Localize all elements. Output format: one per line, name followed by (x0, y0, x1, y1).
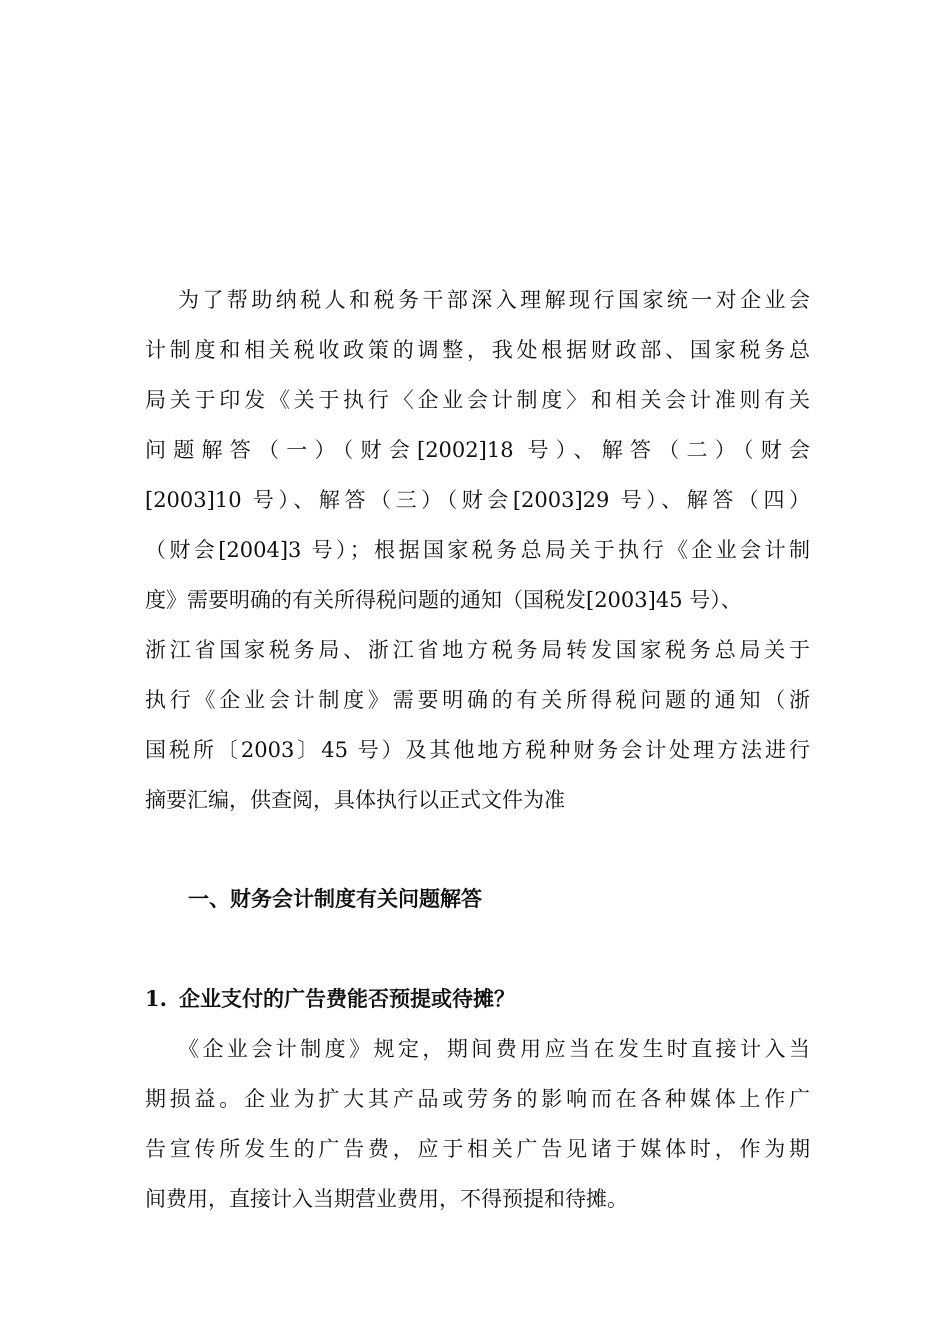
intro-line: （财会[2004]3 号）；根据国家税务总局关于执行《企业会计制 (145, 538, 810, 562)
intro-line: 局关于印发《关于执行〈企业会计制度〉和相关会计准则有关 (145, 388, 810, 412)
section-heading: 一、财务会计制度有关问题解答 (188, 886, 482, 911)
answer-line: 告宣传所发生的广告费，应于相关广告见诸于媒体时，作为期 (145, 1137, 810, 1161)
intro-line: 摘要汇编，供查阅，具体执行以正式文件为准 (145, 788, 565, 812)
question-number: 1. (145, 986, 167, 1011)
intro-line: 度》需要明确的有关所得税问题的通知（国税发[2003]45 号）、 (145, 588, 742, 612)
intro-line: 计制度和相关税收政策的调整，我处根据财政部、国家税务总 (145, 338, 810, 362)
intro-line: 执行《企业会计制度》需要明确的有关所得税问题的通知（浙 (145, 688, 810, 712)
answer-line: 期损益。企业为扩大其产品或劳务的影响而在各种媒体上作广 (145, 1087, 810, 1111)
answer-line: 《企业会计制度》规定，期间费用应当在发生时直接计入当 (178, 1037, 810, 1061)
intro-line: 问题解答（一）（财会[2002]18 号）、解答（二）（财会 (145, 438, 810, 462)
question-heading (145, 984, 515, 1014)
question-title: 企业支付的广告费能否预提或待摊？ (179, 986, 515, 1011)
intro-line: 国税所〔2003〕45 号）及其他地方税种财务会计处理方法进行 (145, 738, 810, 762)
intro-line: 浙江省国家税务局、浙江省地方税务局转发国家税务总局关于 (145, 638, 810, 662)
intro-line: [2003]10 号）、解答（三）（财会[2003]29 号）、解答（四） (145, 488, 810, 512)
answer-line: 间费用，直接计入当期营业费用，不得预提和待摊。 (145, 1187, 628, 1211)
intro-line: 为了帮助纳税人和税务干部深入理解现行国家统一对企业会 (178, 288, 810, 312)
